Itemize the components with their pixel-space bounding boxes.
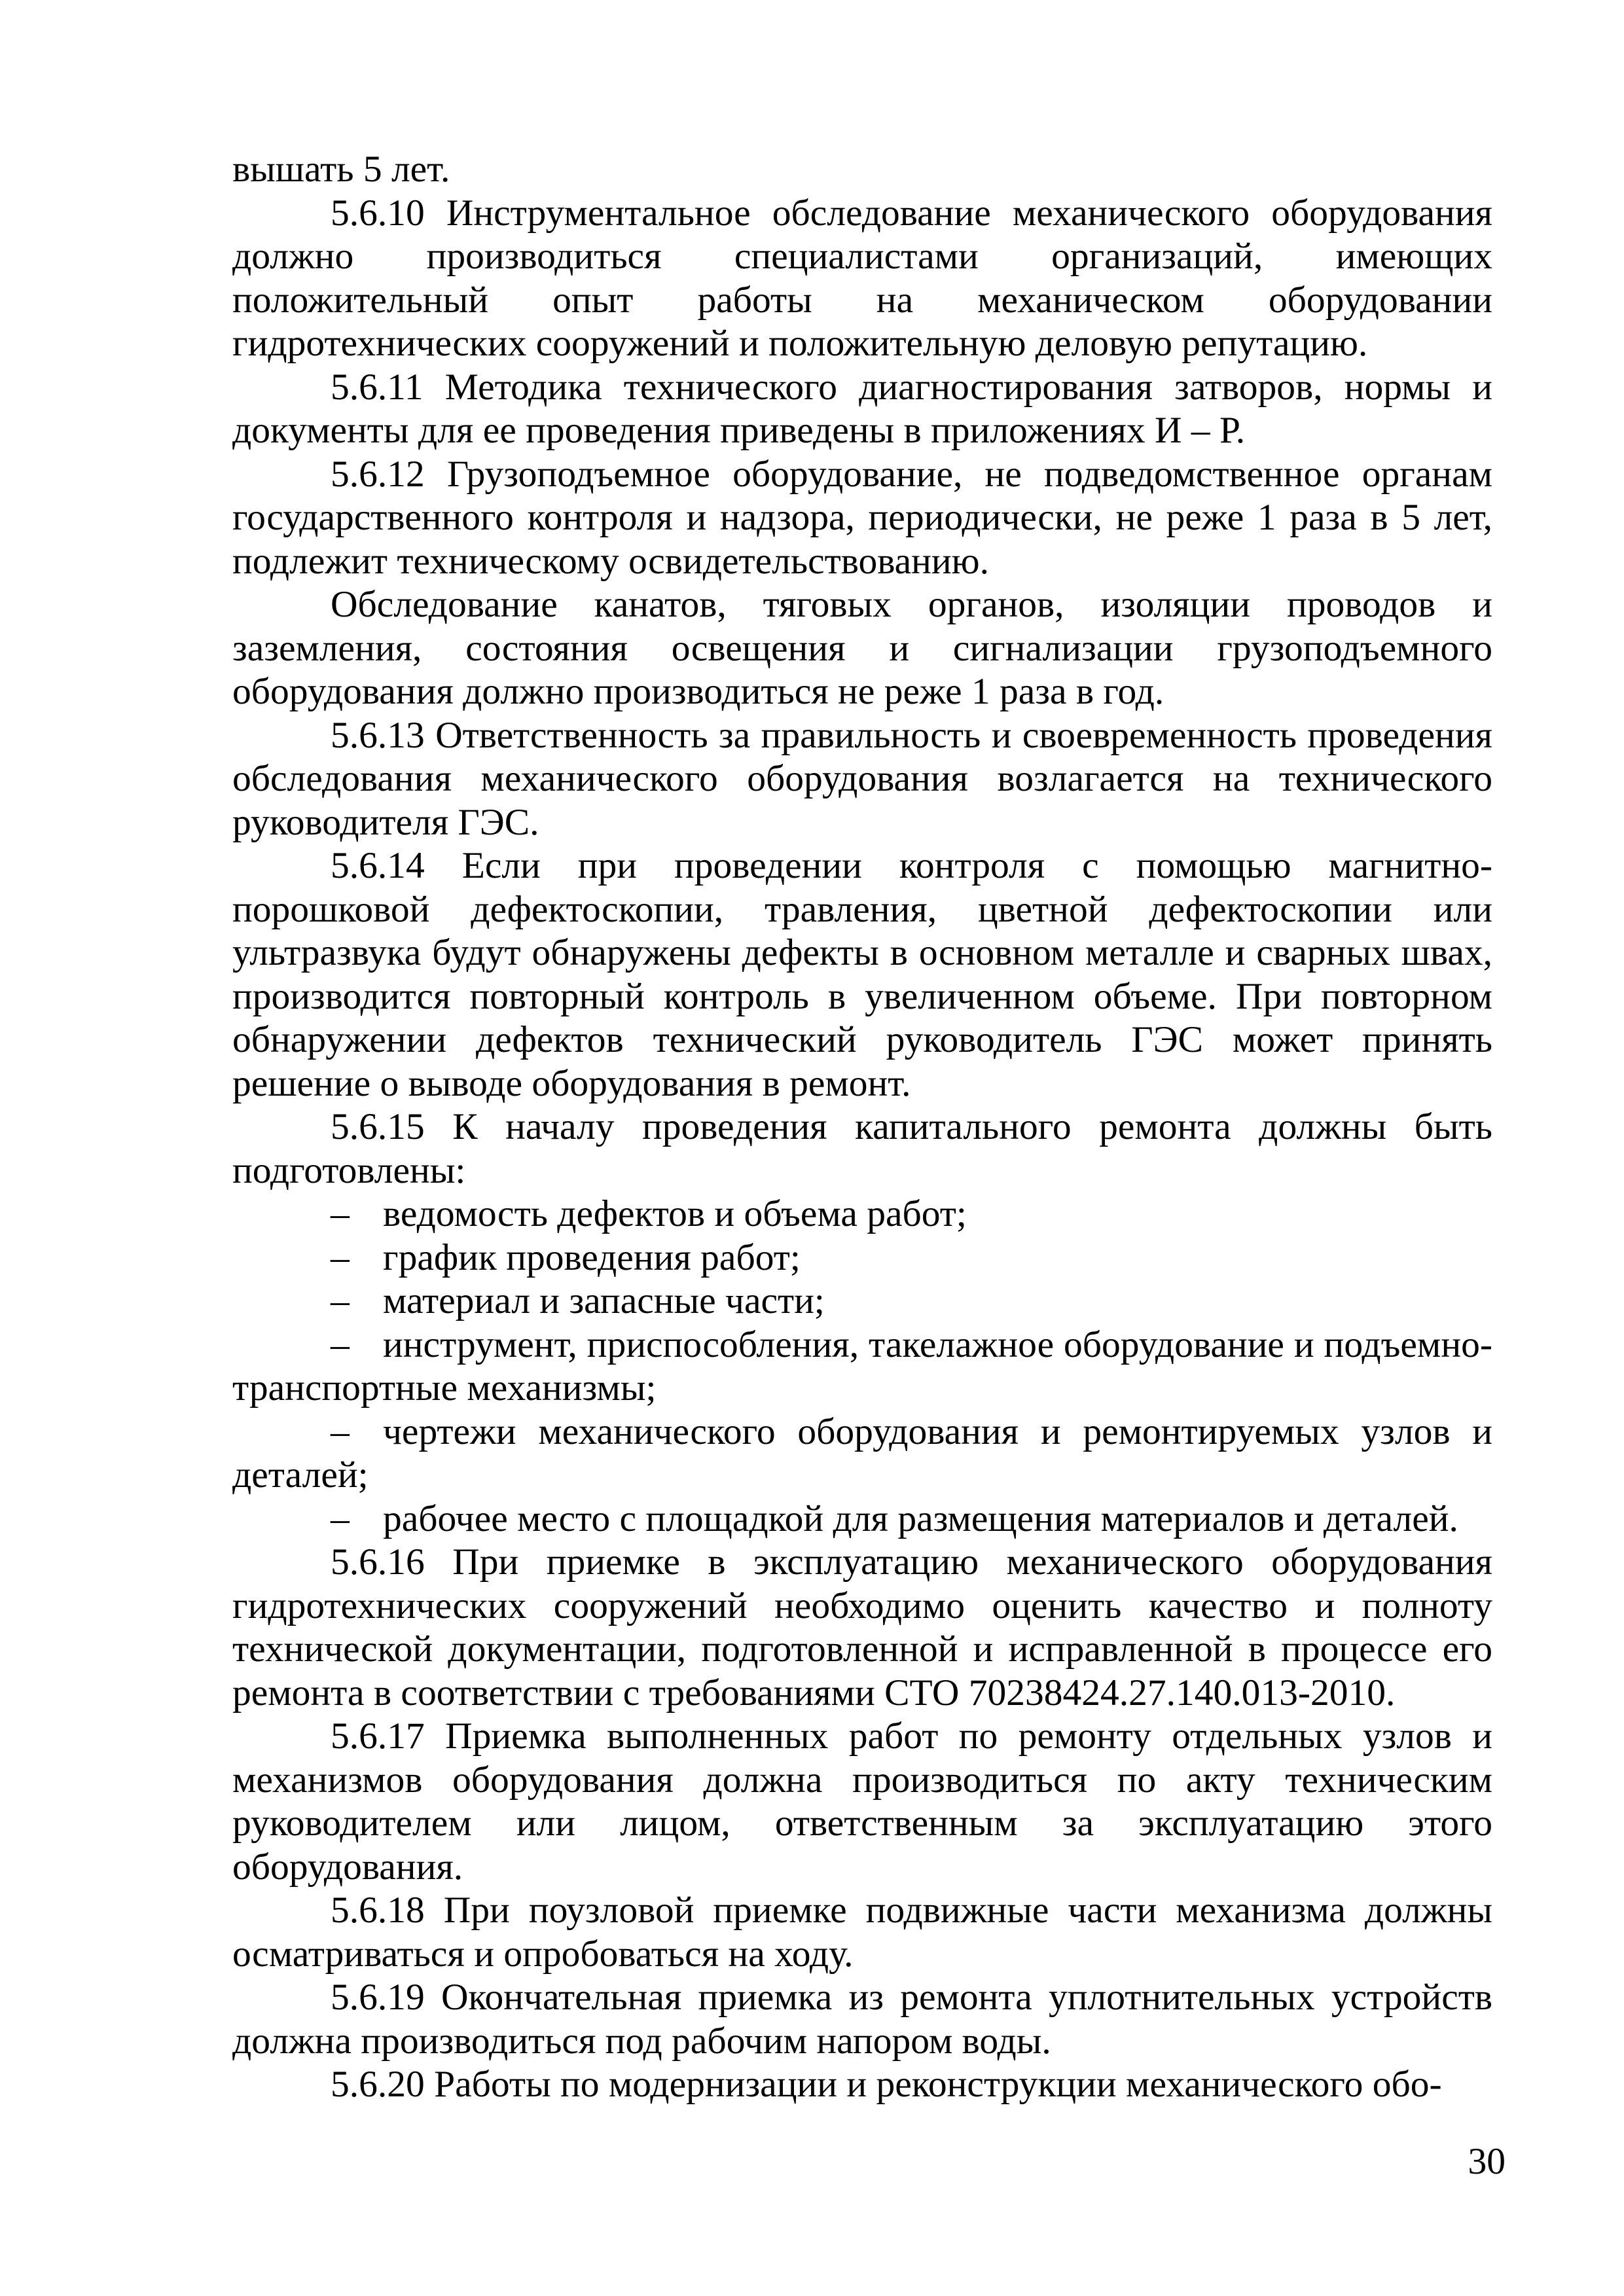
dash-marker: – [331,1193,350,1234]
paragraph-5-6-19: 5.6.19 Окончательная приемка из ремонта уплотнительных устройств должна производиться под рабочим напором воды. [232,1977,1492,2062]
list-item-text: ведомость дефектов и объема работ; [383,1193,967,1234]
paragraph-5-6-15: 5.6.15 К началу проведения капитального ремонта должны быть подготовлены: [232,1106,1492,1191]
paragraph-5-6-16: 5.6.16 При приемке в эксплуатацию механического оборудования гидротехнических сооружений необходимо оценить качество и полноту технической документации, подготовленной и исправленной в процессе его ремонта в соответствии с требованиями СТО 70238424.27.140.013-2010. [232,1541,1492,1713]
paragraph-5-6-10: 5.6.10 Инструментальное обследование механического оборудования должно производиться специалистами организаций, имеющих положительный опыт работы на механическом оборудовании гидротехнических сооружений и положительную деловую репутацию. [232,192,1492,364]
paragraph-5-6-20: 5.6.20 Работы по модернизации и реконструкции механического обо- [331,2064,1442,2105]
paragraph-5-6-17: 5.6.17 Приемка выполненных работ по ремонту отдельных узлов и механизмов оборудования должна производиться по акту техническим руководителем или лицом, ответственным за эксплуатацию этого оборудования. [232,1715,1492,1888]
list-item [232,1323,1492,1410]
document-body [232,148,1492,2107]
list-item [232,1280,1492,1323]
paragraph-5-6-13: 5.6.13 Ответственность за правильность и своевременность проведения обследования механического оборудования возлагается на технического руководителя ГЭС. [232,714,1492,843]
list-item-text: рабочее место с площадкой для размещения материалов и деталей. [383,1498,1458,1539]
paragraph-5-6-18: 5.6.18 При поузловой приемке подвижные части механизма должны осматриваться и опробоваться на ходу. [232,1890,1492,1975]
list-item [232,1410,1492,1498]
dash-marker: – [331,1410,350,1452]
paragraph-inspection: Обследование канатов, тяговых органов, изоляции проводов и заземления, состояния освещения и сигнализации грузоподъемного оборудования должно производиться не реже 1 раза в год. [232,584,1492,712]
list-item-text: инструмент, приспособления, такелажное оборудование и подъемно-транспортные механизмы; [232,1323,1492,1408]
list-item-text: материал и запасные части; [383,1280,825,1321]
dash-marker: – [331,1323,350,1365]
list-item [232,1498,1492,1541]
paragraph-5-6-14: 5.6.14 Если при проведении контроля с помощью магнитно-порошковой дефектоскопии, травления, цветной дефектоскопии или ультразвука будут обнаружены дефекты в основном металле и сварных швах, производится повторный контроль в увеличенном объеме. При повторном обнаружении дефектов технический руководитель ГЭС может принять решение о выводе оборудования в ремонт. [232,845,1492,1104]
paragraph-5-6-11: 5.6.11 Методика технического диагностирования затворов, нормы и документы для ее проведения приведены в приложениях И – Р. [232,366,1492,451]
paragraph-continuation: вышать 5 лет. [232,149,450,190]
paragraph-5-6-12: 5.6.12 Грузоподъемное оборудование, не подведомственное органам государственного контроля и надзора, периодически, не реже 1 раза в 5 лет, подлежит техническому освидетельствованию. [232,453,1492,582]
dash-marker: – [331,1280,350,1321]
list-item [232,1236,1492,1280]
list-item [232,1193,1492,1236]
dash-marker: – [331,1236,350,1278]
list-item-text: график проведения работ; [383,1236,801,1278]
list-item-text: чертежи механического оборудования и ремонтируемых узлов и деталей; [232,1410,1492,1496]
dash-marker: – [331,1498,350,1539]
page-number: 30 [1468,2141,1506,2182]
